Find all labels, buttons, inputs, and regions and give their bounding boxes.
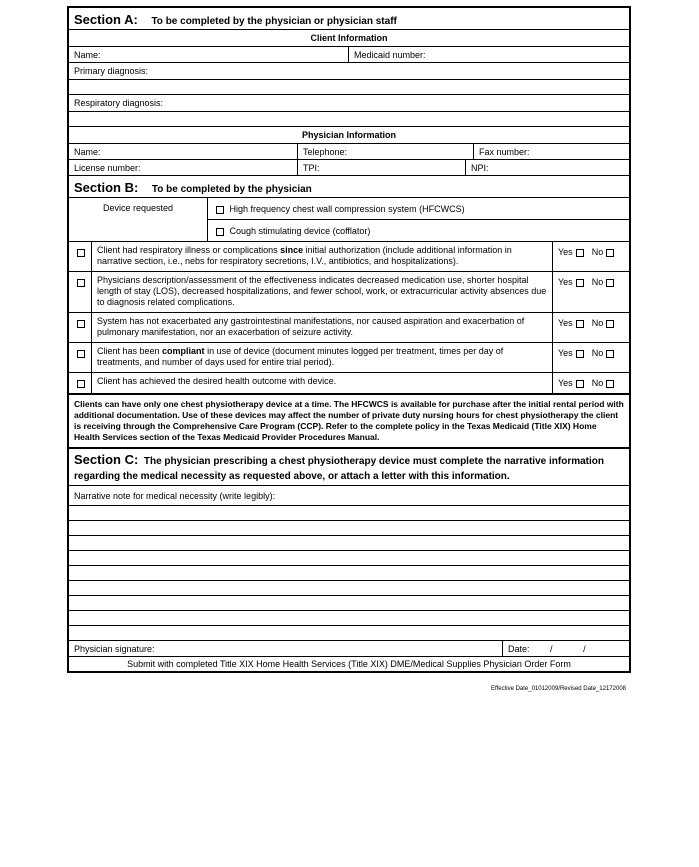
medicaid-number-label: Medicaid number: xyxy=(354,50,426,60)
section-b-header xyxy=(69,175,629,197)
yes-checkbox[interactable] xyxy=(576,279,584,287)
client-name-label: Name: xyxy=(74,50,101,60)
no-label: No xyxy=(591,378,604,388)
device-option-cofflator[interactable] xyxy=(208,219,629,241)
no-checkbox[interactable] xyxy=(606,350,614,358)
yes-no-group xyxy=(552,343,629,372)
yes-checkbox[interactable] xyxy=(576,320,584,328)
section-a-title: Section A: xyxy=(74,12,138,27)
telephone-field[interactable] xyxy=(297,144,473,159)
hfcwcs-checkbox[interactable] xyxy=(216,206,224,214)
medicaid-number-field[interactable] xyxy=(348,47,629,62)
yes-checkbox[interactable] xyxy=(576,249,584,257)
date-separator: / xyxy=(550,644,553,654)
yes-label: Yes xyxy=(558,378,573,388)
date-separator: / xyxy=(583,644,586,654)
narrative-line[interactable] xyxy=(69,550,629,565)
date-label: Date: xyxy=(508,644,530,654)
license-number-field[interactable] xyxy=(69,160,297,175)
cofflator-label: Cough stimulating device (cofflator) xyxy=(229,226,371,237)
criteria-row xyxy=(69,271,629,312)
narrative-line[interactable] xyxy=(69,535,629,550)
respiratory-diagnosis-label: Respiratory diagnosis: xyxy=(74,98,164,108)
primary-diagnosis-line2[interactable] xyxy=(69,79,629,94)
client-info-header: Client Information xyxy=(310,33,388,43)
section-a-header xyxy=(69,8,629,29)
date-field[interactable] xyxy=(502,641,629,656)
criteria-checkbox[interactable] xyxy=(77,279,85,287)
yes-label: Yes xyxy=(558,318,573,328)
narrative-line[interactable] xyxy=(69,565,629,580)
no-label: No xyxy=(591,247,604,257)
fax-number-label: Fax number: xyxy=(479,147,530,157)
criteria-text: Physicians description/assessment of the effectiveness indicates decreased medication use, shorter hospital length of stay (LOS), decreased hospitalizations, and fewer school, work, or extracurricular activity absences due to diagnosis related complications. xyxy=(91,272,552,312)
yes-no-group xyxy=(552,272,629,312)
primary-diagnosis-field[interactable] xyxy=(69,63,629,79)
criteria-text: System has not exacerbated any gastrointestinal manifestations, nor caused aspiration and exacerbation of pulmonary manifestation, nor an exacerbation of seizure activity. xyxy=(91,313,552,342)
device-option-hfcwcs[interactable] xyxy=(208,198,629,219)
telephone-label: Telephone: xyxy=(303,147,348,157)
criteria-checkbox[interactable] xyxy=(77,320,85,328)
section-c-subtitle: The physician prescribing a chest physiotherapy device must complete the narrative information regarding the medical necessity as requested above, or attach a letter with this information. xyxy=(74,456,604,482)
criteria-checkbox[interactable] xyxy=(77,350,85,358)
yes-no-group xyxy=(552,373,629,393)
cofflator-checkbox[interactable] xyxy=(216,228,224,236)
criteria-checkbox[interactable] xyxy=(77,380,85,388)
narrative-line[interactable] xyxy=(69,610,629,625)
client-name-field[interactable] xyxy=(69,47,348,62)
criteria-checkbox[interactable] xyxy=(77,249,85,257)
criteria-row xyxy=(69,372,629,393)
npi-field[interactable] xyxy=(465,160,629,175)
no-checkbox[interactable] xyxy=(606,320,614,328)
device-requested-label: Device requested xyxy=(102,203,174,213)
narrative-line[interactable] xyxy=(69,520,629,535)
policy-note: Clients can have only one chest physiotherapy device at a time. The HFCWCS is available for purchase after the initial rental period with additional documentation. Use of these devices may affect the number of private duty nursing hours for chest physiotherapy the client is receiving through the Comprehensive Care Program (CCP). Refer to the complete policy in the Texas Medicaid (Title XIX) Home Health Services section of the Texas Medicaid Provider Procedures Manual. xyxy=(74,399,624,442)
narrative-line[interactable] xyxy=(69,580,629,595)
criteria-text: Client had respiratory illness or complications since initial authorization (include additional information in narrative section, i.e., nebs for respiratory secretions, I.V., antibiotics, and hospitalizations). xyxy=(91,242,552,271)
narrative-line[interactable] xyxy=(69,505,629,520)
section-b-title: Section B: xyxy=(74,180,139,195)
narrative-line[interactable] xyxy=(69,625,629,640)
yes-label: Yes xyxy=(558,247,573,257)
submit-instructions: Submit with completed Title XIX Home Health Services (Title XIX) DME/Medical Supplies Physician Order Form xyxy=(127,659,571,669)
fax-number-field[interactable] xyxy=(473,144,629,159)
criteria-row xyxy=(69,312,629,342)
yes-checkbox[interactable] xyxy=(576,380,584,388)
respiratory-diagnosis-field[interactable] xyxy=(69,95,629,111)
order-form xyxy=(67,6,631,673)
criteria-row xyxy=(69,342,629,372)
section-c-header xyxy=(69,447,629,485)
physician-name-label: Name: xyxy=(74,147,101,157)
criteria-text: Client has achieved the desired health outcome with device. xyxy=(91,373,552,393)
narrative-line[interactable] xyxy=(69,595,629,610)
signature-label: Physician signature: xyxy=(74,644,155,654)
narrative-label: Narrative note for medical necessity (write legibly): xyxy=(74,491,276,501)
physician-signature-field[interactable] xyxy=(69,641,502,656)
section-b-subtitle: To be completed by the physician xyxy=(151,184,312,195)
section-c-title: Section C: xyxy=(74,452,139,467)
no-label: No xyxy=(591,348,604,358)
no-label: No xyxy=(591,277,604,287)
license-number-label: License number: xyxy=(74,163,141,173)
yes-label: Yes xyxy=(558,277,573,287)
respiratory-diagnosis-line2[interactable] xyxy=(69,111,629,126)
npi-label: NPI: xyxy=(471,163,489,173)
tpi-label: TPI: xyxy=(303,163,320,173)
criteria-text: Client has been compliant in use of device (document minutes logged per treatment, times per day of treatments, and number of days used for entire trial period). xyxy=(91,343,552,372)
physician-name-field[interactable] xyxy=(69,144,297,159)
hfcwcs-label: High frequency chest wall compression system (HFCWCS) xyxy=(229,204,465,214)
section-a-subtitle: To be completed by the physician or physician staff xyxy=(151,16,397,27)
yes-no-group xyxy=(552,313,629,342)
no-checkbox[interactable] xyxy=(606,380,614,388)
primary-diagnosis-label: Primary diagnosis: xyxy=(74,66,149,76)
tpi-field[interactable] xyxy=(297,160,465,175)
no-checkbox[interactable] xyxy=(606,249,614,257)
effective-date: Effective Date_01012009/Revised Date_12172008 xyxy=(491,686,626,692)
yes-label: Yes xyxy=(558,348,573,358)
yes-no-group xyxy=(552,242,629,271)
no-checkbox[interactable] xyxy=(606,279,614,287)
criteria-row xyxy=(69,241,629,271)
no-label: No xyxy=(591,318,604,328)
yes-checkbox[interactable] xyxy=(576,350,584,358)
physician-info-header: Physician Information xyxy=(301,130,397,140)
